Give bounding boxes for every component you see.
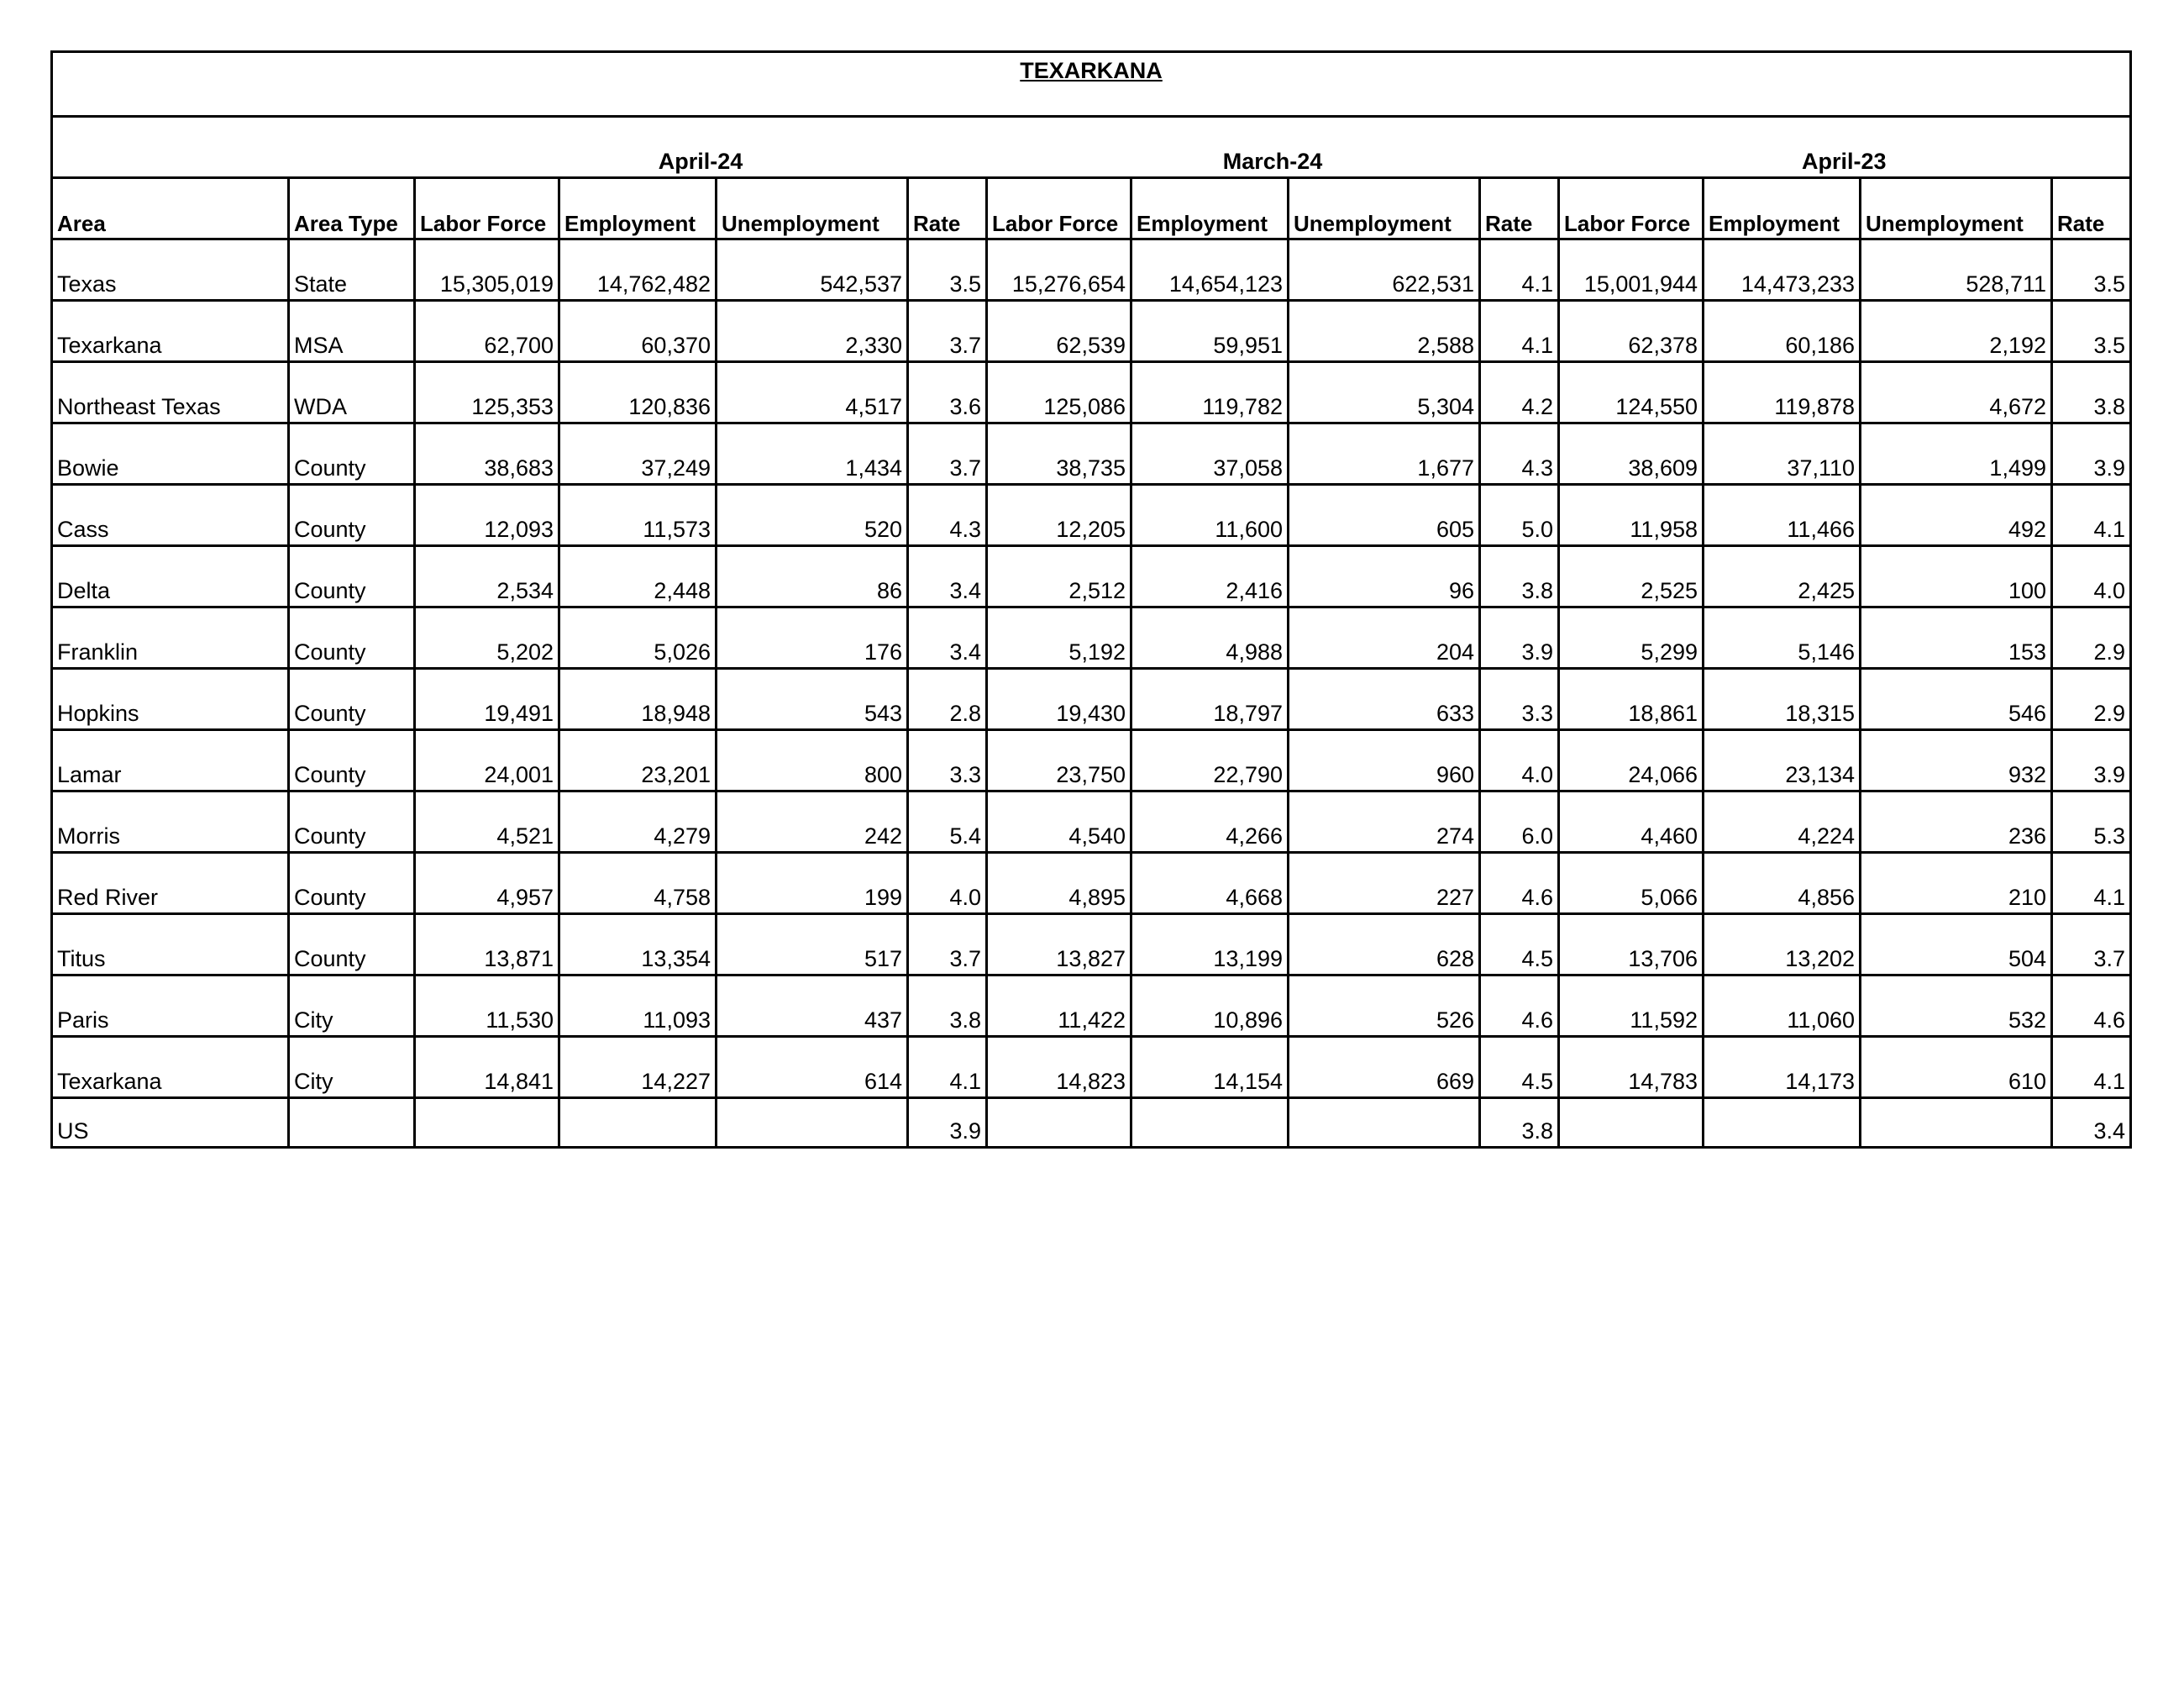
value-cell: 4,672 bbox=[1861, 362, 2052, 423]
value-cell bbox=[559, 1098, 717, 1148]
value-cell: 4.0 bbox=[1480, 730, 1559, 791]
value-cell: 3.4 bbox=[908, 546, 987, 607]
value-cell: 13,202 bbox=[1704, 914, 1861, 975]
table-row bbox=[52, 1098, 2131, 1148]
value-cell: 12,205 bbox=[987, 485, 1131, 546]
value-cell: 5,146 bbox=[1704, 607, 1861, 669]
value-cell: 3.7 bbox=[908, 301, 987, 362]
area-type-cell: MSA bbox=[289, 301, 415, 362]
value-cell: 86 bbox=[717, 546, 908, 607]
value-cell: 4.0 bbox=[908, 853, 987, 914]
value-cell: 622,531 bbox=[1289, 239, 1480, 301]
value-cell: 2,416 bbox=[1131, 546, 1289, 607]
value-cell: 3.9 bbox=[2052, 730, 2131, 791]
value-cell: 4.1 bbox=[2052, 1037, 2131, 1098]
value-cell: 546 bbox=[1861, 669, 2052, 730]
area-cell: Cass bbox=[52, 485, 289, 546]
value-cell: 24,066 bbox=[1559, 730, 1704, 791]
value-cell: 3.7 bbox=[908, 914, 987, 975]
column-header: Unemployment bbox=[1861, 178, 2052, 239]
area-type-cell: County bbox=[289, 485, 415, 546]
value-cell: 3.5 bbox=[2052, 301, 2131, 362]
value-cell: 1,434 bbox=[717, 423, 908, 485]
value-cell: 2.9 bbox=[2052, 669, 2131, 730]
value-cell: 11,422 bbox=[987, 975, 1131, 1037]
value-cell: 23,134 bbox=[1704, 730, 1861, 791]
area-type-cell: WDA bbox=[289, 362, 415, 423]
area-cell: Northeast Texas bbox=[52, 362, 289, 423]
value-cell: 19,430 bbox=[987, 669, 1131, 730]
value-cell bbox=[717, 1098, 908, 1148]
value-cell: 4.2 bbox=[1480, 362, 1559, 423]
area-cell: Titus bbox=[52, 914, 289, 975]
value-cell: 125,086 bbox=[987, 362, 1131, 423]
value-cell: 14,473,233 bbox=[1704, 239, 1861, 301]
value-cell: 14,823 bbox=[987, 1037, 1131, 1098]
value-cell: 614 bbox=[717, 1037, 908, 1098]
area-cell: Morris bbox=[52, 791, 289, 853]
value-cell: 4,266 bbox=[1131, 791, 1289, 853]
value-cell: 4,517 bbox=[717, 362, 908, 423]
value-cell: 4.3 bbox=[908, 485, 987, 546]
area-type-cell: County bbox=[289, 669, 415, 730]
value-cell: 3.7 bbox=[2052, 914, 2131, 975]
table-row bbox=[52, 362, 2131, 423]
area-cell: Texas bbox=[52, 239, 289, 301]
area-type-cell: County bbox=[289, 853, 415, 914]
value-cell bbox=[1131, 1098, 1289, 1148]
value-cell: 4.1 bbox=[2052, 485, 2131, 546]
column-header: Rate bbox=[2052, 178, 2131, 239]
table-row bbox=[52, 730, 2131, 791]
value-cell: 3.6 bbox=[908, 362, 987, 423]
value-cell: 120,836 bbox=[559, 362, 717, 423]
value-cell: 18,315 bbox=[1704, 669, 1861, 730]
value-cell: 5.4 bbox=[908, 791, 987, 853]
area-type-cell bbox=[289, 1098, 415, 1148]
value-cell: 15,305,019 bbox=[415, 239, 559, 301]
value-cell: 492 bbox=[1861, 485, 2052, 546]
table-row bbox=[52, 423, 2131, 485]
value-cell: 437 bbox=[717, 975, 908, 1037]
value-cell: 4,521 bbox=[415, 791, 559, 853]
column-header: Unemployment bbox=[717, 178, 908, 239]
area-type-cell: County bbox=[289, 607, 415, 669]
value-cell: 11,592 bbox=[1559, 975, 1704, 1037]
value-cell: 3.9 bbox=[2052, 423, 2131, 485]
value-cell: 520 bbox=[717, 485, 908, 546]
value-cell: 4.5 bbox=[1480, 914, 1559, 975]
value-cell: 3.8 bbox=[2052, 362, 2131, 423]
area-cell: Bowie bbox=[52, 423, 289, 485]
value-cell: 3.4 bbox=[908, 607, 987, 669]
value-cell: 13,871 bbox=[415, 914, 559, 975]
value-cell: 11,600 bbox=[1131, 485, 1289, 546]
value-cell: 119,878 bbox=[1704, 362, 1861, 423]
table-row bbox=[52, 485, 2131, 546]
value-cell: 4.1 bbox=[2052, 853, 2131, 914]
value-cell: 227 bbox=[1289, 853, 1480, 914]
value-cell bbox=[1704, 1098, 1861, 1148]
period-header-row bbox=[52, 117, 2131, 178]
value-cell: 526 bbox=[1289, 975, 1480, 1037]
value-cell: 60,186 bbox=[1704, 301, 1861, 362]
value-cell: 18,797 bbox=[1131, 669, 1289, 730]
value-cell: 628 bbox=[1289, 914, 1480, 975]
value-cell: 2.8 bbox=[908, 669, 987, 730]
table-title-cell bbox=[52, 52, 2131, 117]
column-header: Rate bbox=[908, 178, 987, 239]
value-cell: 5,202 bbox=[415, 607, 559, 669]
value-cell bbox=[415, 1098, 559, 1148]
value-cell: 5.3 bbox=[2052, 791, 2131, 853]
value-cell: 37,249 bbox=[559, 423, 717, 485]
value-cell: 4.6 bbox=[1480, 853, 1559, 914]
value-cell: 13,199 bbox=[1131, 914, 1289, 975]
value-cell: 4,758 bbox=[559, 853, 717, 914]
value-cell: 5,299 bbox=[1559, 607, 1704, 669]
table-row bbox=[52, 607, 2131, 669]
value-cell: 5,066 bbox=[1559, 853, 1704, 914]
value-cell: 14,762,482 bbox=[559, 239, 717, 301]
area-cell: Hopkins bbox=[52, 669, 289, 730]
table-row bbox=[52, 301, 2131, 362]
value-cell: 5.0 bbox=[1480, 485, 1559, 546]
area-cell: Texarkana bbox=[52, 1037, 289, 1098]
value-cell: 199 bbox=[717, 853, 908, 914]
value-cell: 5,192 bbox=[987, 607, 1131, 669]
value-cell: 124,550 bbox=[1559, 362, 1704, 423]
table-row bbox=[52, 1037, 2131, 1098]
value-cell: 3.5 bbox=[2052, 239, 2131, 301]
value-cell: 62,539 bbox=[987, 301, 1131, 362]
value-cell: 4,856 bbox=[1704, 853, 1861, 914]
value-cell: 542,537 bbox=[717, 239, 908, 301]
value-cell: 11,060 bbox=[1704, 975, 1861, 1037]
value-cell: 153 bbox=[1861, 607, 2052, 669]
value-cell: 11,093 bbox=[559, 975, 717, 1037]
column-header: Area Type bbox=[289, 178, 415, 239]
period-march-24: March-24 bbox=[987, 117, 1559, 178]
value-cell: 242 bbox=[717, 791, 908, 853]
value-cell: 23,201 bbox=[559, 730, 717, 791]
area-type-cell: County bbox=[289, 791, 415, 853]
value-cell: 2,525 bbox=[1559, 546, 1704, 607]
value-cell: 2.9 bbox=[2052, 607, 2131, 669]
value-cell: 4,668 bbox=[1131, 853, 1289, 914]
value-cell: 274 bbox=[1289, 791, 1480, 853]
table-row bbox=[52, 791, 2131, 853]
column-header: Employment bbox=[1131, 178, 1289, 239]
value-cell: 62,700 bbox=[415, 301, 559, 362]
value-cell: 60,370 bbox=[559, 301, 717, 362]
area-cell: US bbox=[52, 1098, 289, 1148]
value-cell: 119,782 bbox=[1131, 362, 1289, 423]
value-cell: 14,783 bbox=[1559, 1037, 1704, 1098]
area-cell: Delta bbox=[52, 546, 289, 607]
value-cell: 605 bbox=[1289, 485, 1480, 546]
area-cell: Lamar bbox=[52, 730, 289, 791]
value-cell: 13,354 bbox=[559, 914, 717, 975]
area-cell: Red River bbox=[52, 853, 289, 914]
column-header: Rate bbox=[1480, 178, 1559, 239]
value-cell: 800 bbox=[717, 730, 908, 791]
value-cell: 37,110 bbox=[1704, 423, 1861, 485]
table-row bbox=[52, 669, 2131, 730]
period-spacer bbox=[52, 117, 415, 178]
value-cell: 11,466 bbox=[1704, 485, 1861, 546]
value-cell: 14,173 bbox=[1704, 1037, 1861, 1098]
value-cell: 4,279 bbox=[559, 791, 717, 853]
value-cell: 3.7 bbox=[908, 423, 987, 485]
column-header: Area bbox=[52, 178, 289, 239]
value-cell: 2,534 bbox=[415, 546, 559, 607]
value-cell: 6.0 bbox=[1480, 791, 1559, 853]
value-cell: 504 bbox=[1861, 914, 2052, 975]
value-cell: 23,750 bbox=[987, 730, 1131, 791]
value-cell: 59,951 bbox=[1131, 301, 1289, 362]
value-cell: 12,093 bbox=[415, 485, 559, 546]
value-cell: 1,499 bbox=[1861, 423, 2052, 485]
value-cell: 2,512 bbox=[987, 546, 1131, 607]
value-cell: 3.8 bbox=[1480, 546, 1559, 607]
value-cell: 4.1 bbox=[908, 1037, 987, 1098]
value-cell: 4,957 bbox=[415, 853, 559, 914]
value-cell bbox=[987, 1098, 1131, 1148]
value-cell: 11,573 bbox=[559, 485, 717, 546]
value-cell: 14,227 bbox=[559, 1037, 717, 1098]
value-cell: 14,654,123 bbox=[1131, 239, 1289, 301]
area-type-cell: County bbox=[289, 730, 415, 791]
column-header: Unemployment bbox=[1289, 178, 1480, 239]
value-cell: 4.3 bbox=[1480, 423, 1559, 485]
area-type-cell: State bbox=[289, 239, 415, 301]
value-cell: 37,058 bbox=[1131, 423, 1289, 485]
value-cell: 2,425 bbox=[1704, 546, 1861, 607]
value-cell: 4,988 bbox=[1131, 607, 1289, 669]
value-cell: 3.5 bbox=[908, 239, 987, 301]
value-cell: 176 bbox=[717, 607, 908, 669]
value-cell: 2,448 bbox=[559, 546, 717, 607]
value-cell: 3.3 bbox=[908, 730, 987, 791]
column-header-row bbox=[52, 178, 2131, 239]
value-cell: 528,711 bbox=[1861, 239, 2052, 301]
value-cell: 96 bbox=[1289, 546, 1480, 607]
value-cell: 932 bbox=[1861, 730, 2052, 791]
value-cell: 210 bbox=[1861, 853, 2052, 914]
value-cell bbox=[1289, 1098, 1480, 1148]
value-cell: 13,706 bbox=[1559, 914, 1704, 975]
value-cell: 236 bbox=[1861, 791, 2052, 853]
value-cell: 62,378 bbox=[1559, 301, 1704, 362]
value-cell: 18,861 bbox=[1559, 669, 1704, 730]
value-cell: 14,841 bbox=[415, 1037, 559, 1098]
value-cell: 10,896 bbox=[1131, 975, 1289, 1037]
value-cell: 24,001 bbox=[415, 730, 559, 791]
table-row bbox=[52, 239, 2131, 301]
table-row bbox=[52, 914, 2131, 975]
value-cell: 15,276,654 bbox=[987, 239, 1131, 301]
area-cell: Texarkana bbox=[52, 301, 289, 362]
value-cell: 4,540 bbox=[987, 791, 1131, 853]
column-header: Employment bbox=[559, 178, 717, 239]
area-type-cell: County bbox=[289, 914, 415, 975]
value-cell: 38,609 bbox=[1559, 423, 1704, 485]
value-cell: 517 bbox=[717, 914, 908, 975]
column-header: Labor Force bbox=[987, 178, 1131, 239]
period-april-24: April-24 bbox=[415, 117, 987, 178]
value-cell: 3.9 bbox=[1480, 607, 1559, 669]
value-cell: 3.4 bbox=[2052, 1098, 2131, 1148]
value-cell: 3.3 bbox=[1480, 669, 1559, 730]
value-cell: 18,948 bbox=[559, 669, 717, 730]
value-cell: 4.1 bbox=[1480, 301, 1559, 362]
value-cell: 5,304 bbox=[1289, 362, 1480, 423]
value-cell: 960 bbox=[1289, 730, 1480, 791]
labor-force-table bbox=[50, 50, 2132, 1149]
area-type-cell: City bbox=[289, 975, 415, 1037]
value-cell: 204 bbox=[1289, 607, 1480, 669]
value-cell: 2,588 bbox=[1289, 301, 1480, 362]
value-cell: 610 bbox=[1861, 1037, 2052, 1098]
area-type-cell: County bbox=[289, 423, 415, 485]
area-cell: Paris bbox=[52, 975, 289, 1037]
value-cell: 14,154 bbox=[1131, 1037, 1289, 1098]
value-cell: 3.8 bbox=[908, 975, 987, 1037]
value-cell: 4.5 bbox=[1480, 1037, 1559, 1098]
value-cell: 5,026 bbox=[559, 607, 717, 669]
value-cell: 38,735 bbox=[987, 423, 1131, 485]
column-header: Labor Force bbox=[415, 178, 559, 239]
area-type-cell: City bbox=[289, 1037, 415, 1098]
area-cell: Franklin bbox=[52, 607, 289, 669]
value-cell: 11,958 bbox=[1559, 485, 1704, 546]
value-cell: 4.6 bbox=[2052, 975, 2131, 1037]
value-cell: 38,683 bbox=[415, 423, 559, 485]
value-cell: 11,530 bbox=[415, 975, 559, 1037]
value-cell: 100 bbox=[1861, 546, 2052, 607]
value-cell: 4.6 bbox=[1480, 975, 1559, 1037]
value-cell: 633 bbox=[1289, 669, 1480, 730]
value-cell: 1,677 bbox=[1289, 423, 1480, 485]
value-cell: 19,491 bbox=[415, 669, 559, 730]
value-cell: 3.8 bbox=[1480, 1098, 1559, 1148]
table-title: TEXARKANA bbox=[1020, 58, 1163, 83]
value-cell: 543 bbox=[717, 669, 908, 730]
value-cell: 2,330 bbox=[717, 301, 908, 362]
table-row bbox=[52, 853, 2131, 914]
value-cell: 2,192 bbox=[1861, 301, 2052, 362]
table-row bbox=[52, 975, 2131, 1037]
column-header: Employment bbox=[1704, 178, 1861, 239]
value-cell: 532 bbox=[1861, 975, 2052, 1037]
period-april-23: April-23 bbox=[1559, 117, 2131, 178]
value-cell bbox=[1559, 1098, 1704, 1148]
title-row bbox=[52, 52, 2131, 117]
value-cell: 4.1 bbox=[1480, 239, 1559, 301]
value-cell: 22,790 bbox=[1131, 730, 1289, 791]
value-cell: 13,827 bbox=[987, 914, 1131, 975]
value-cell bbox=[1861, 1098, 2052, 1148]
value-cell: 669 bbox=[1289, 1037, 1480, 1098]
table-row bbox=[52, 546, 2131, 607]
value-cell: 4,895 bbox=[987, 853, 1131, 914]
area-type-cell: County bbox=[289, 546, 415, 607]
column-header: Labor Force bbox=[1559, 178, 1704, 239]
value-cell: 4,460 bbox=[1559, 791, 1704, 853]
value-cell: 4,224 bbox=[1704, 791, 1861, 853]
value-cell: 3.9 bbox=[908, 1098, 987, 1148]
value-cell: 125,353 bbox=[415, 362, 559, 423]
value-cell: 15,001,944 bbox=[1559, 239, 1704, 301]
value-cell: 4.0 bbox=[2052, 546, 2131, 607]
